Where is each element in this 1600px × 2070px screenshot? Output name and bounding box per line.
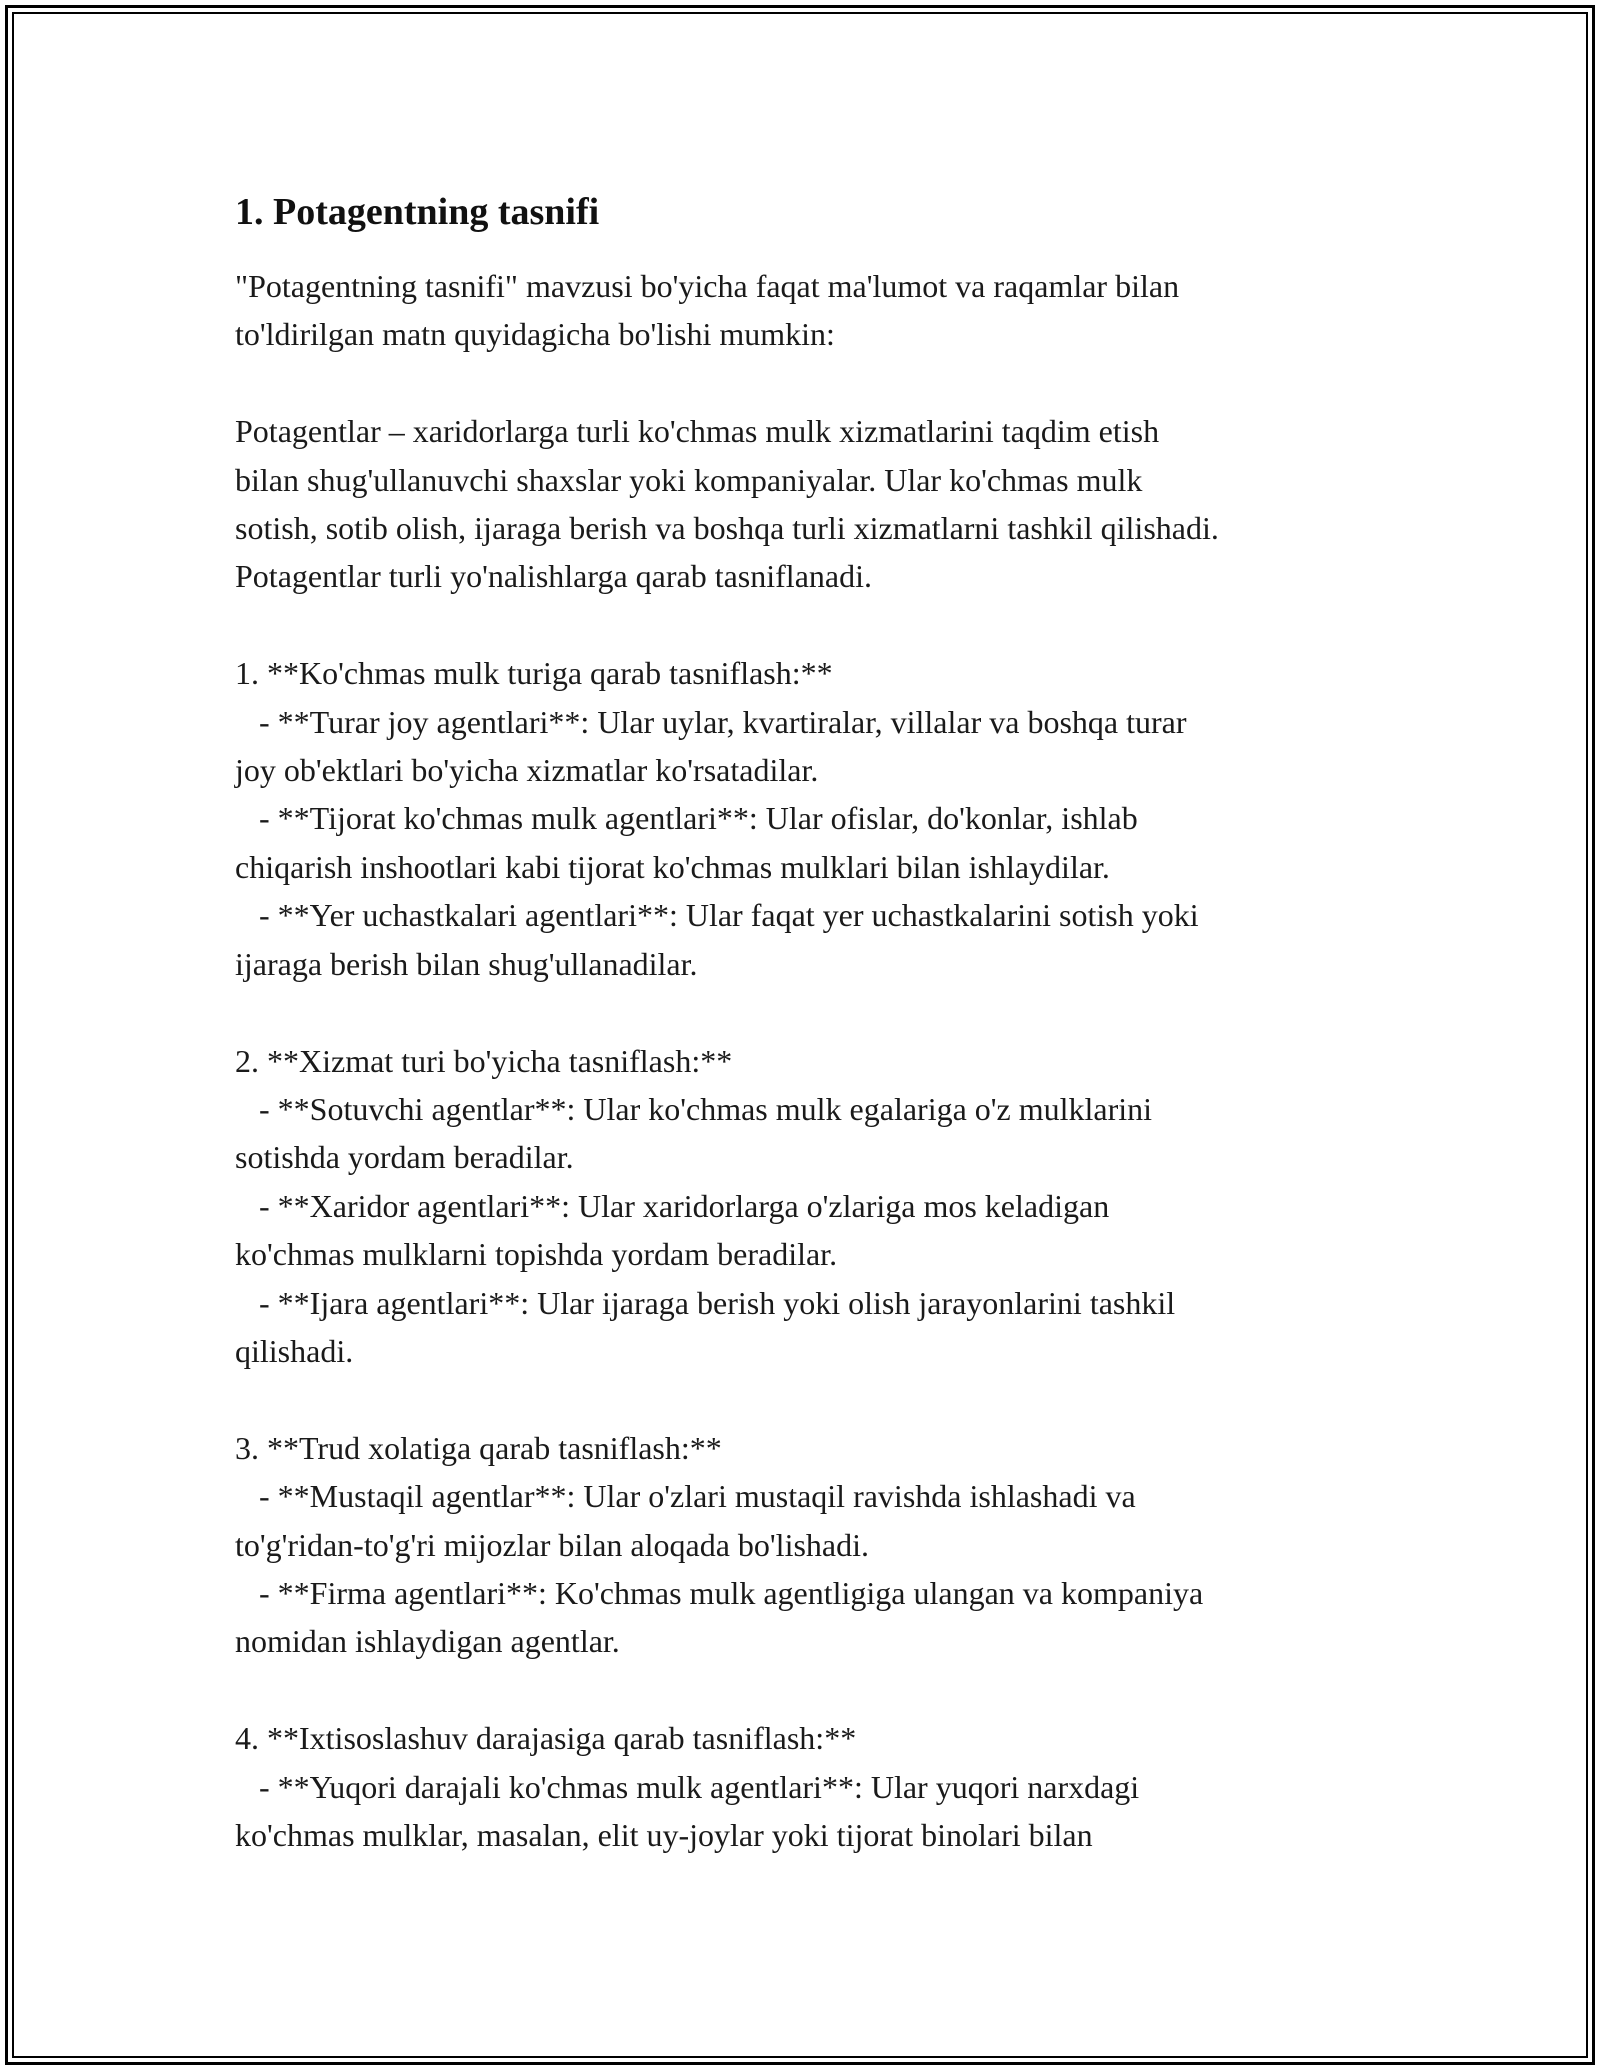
- document-body: [235, 188, 1415, 1859]
- body-text: "Potagentning tasnifi" mavzusi bo'yicha faqat ma'lumot va raqamlar bilan to'ldirilgan matn quyidagicha bo'lishi mumkin: Potagentlar – xaridorlarga turli ko'chmas mulk xizmatlarini taqdim etish bilan shug'ullanuvchi shaxslar yoki kompaniyalar. Ular ko'chmas mulk sotish, sotib olish, ijaraga berish va boshqa turli xizmatlarni tashkil qilishadi. Potagentlar turli yo'nalishlarga qarab tasniflanadi. 1. **Ko'chmas mulk turiga qarab tasniflash:** - **Turar joy agentlari**: Ular uylar, kvartiralar, villalar va boshqa turar joy ob'ektlari bo'yicha xizmatlar ko'rsatadilar. - **Tijorat ko'chmas mulk agentlari**: Ular ofislar, do'konlar, ishlab chiqarish inshootlari kabi tijorat ko'chmas mulklari bilan ishlaydilar. - **Yer uchastkalari agentlari**: Ular faqat yer uchastkalarini sotish yoki ijaraga berish bilan shug'ullanadilar. 2. **Xizmat turi bo'yicha tasniflash:** - **Sotuvchi agentlar**: Ular ko'chmas mulk egalariga o'z mulklarini sotishda yordam beradilar. - **Xaridor agentlari**: Ular xaridorlarga o'zlariga mos keladigan ko'chmas mulklarni topishda yordam beradilar. - **Ijara agentlari**: Ular ijaraga berish yoki olish jarayonlarini tashkil qilishadi. 3. **Trud xolatiga qarab tasniflash:** - **Mustaqil agentlar**: Ular o'zlari mustaqil ravishda ishlashadi va to'g'ridan-to'g'ri mijozlar bilan aloqada bo'lishadi. - **Firma agentlari**: Ko'chmas mulk agentligiga ulangan va kompaniya nomidan ishlaydigan agentlar. 4. **Ixtisoslashuv darajasiga qarab tasniflash:** - **Yuqori darajali ko'chmas mulk agentlari**: Ular yuqori narxdagi ko'chmas mulklar, masalan, elit uy-joylar yoki tijorat binolari bilan: [235, 268, 1219, 1853]
- section-heading: 1. Potagentning tasnifi: [235, 191, 600, 233]
